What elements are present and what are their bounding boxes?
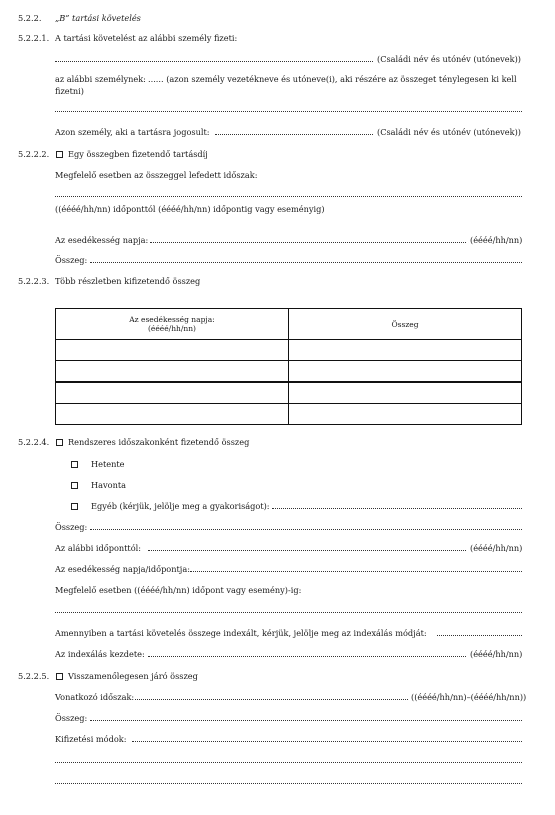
recipient-text: ...... (azon személy vezetékneve és utóneve(i), aki részére az összeget ténylegesen ki kell: [148, 74, 517, 84]
retroactive-checkbox[interactable]: [56, 673, 63, 680]
period-hint-row: [0, 203, 555, 215]
section-522-heading: [0, 12, 555, 24]
section-number: 5.2.2.5.: [18, 671, 50, 681]
recipient-row-2: [0, 85, 555, 97]
until-label: Megfelelő esetben ((éééé/hh/nn) időpont vagy esemény)-ig:: [55, 585, 302, 595]
table-header-row: [56, 309, 522, 340]
retroactive-title: Visszamenőlegesen járó összeg: [68, 671, 198, 681]
monthly-checkbox[interactable]: [71, 482, 78, 489]
installments-table: [55, 308, 522, 425]
section-number: 5.2.2.3.: [18, 276, 50, 286]
periodic-due-field[interactable]: [190, 571, 522, 572]
from-date-hint: (éééé/hh/nn): [470, 543, 523, 553]
table-row: [56, 340, 522, 361]
section-5222-heading: [0, 148, 555, 160]
other-frequency-row: [0, 500, 555, 512]
section-number: 5.2.2.4.: [18, 437, 50, 447]
payer-question: A tartási követelést az alábbi személy fizeti:: [55, 33, 238, 43]
periodic-amount-label: Összeg:: [55, 522, 88, 532]
due-date-label: Az esedékesség napja:: [55, 235, 149, 245]
lump-sum-checkbox[interactable]: [56, 151, 63, 158]
table-cell[interactable]: [289, 361, 522, 383]
other-frequency-label: Egyéb (kérjük, jelölje meg a gyakoriságot):: [91, 501, 270, 511]
column-header-line-1: Az esedékesség napja:: [129, 315, 215, 324]
installments-title: Több részletben kifizetendő összeg: [55, 276, 201, 286]
indexation-start-row: [0, 648, 555, 660]
retroactive-period-label: Vonatkozó időszak:: [55, 692, 135, 702]
indexation-start-field[interactable]: [148, 656, 466, 657]
indexation-start-label: Az indexálás kezdete:: [55, 649, 145, 659]
table-cell[interactable]: [56, 404, 289, 425]
indexation-start-hint: (éééé/hh/nn): [470, 649, 523, 659]
table-cell[interactable]: [289, 404, 522, 425]
section-number: 5.2.2.2.: [18, 149, 50, 159]
lump-sum-title: Egy összegben fizetendő tartásdíj: [68, 149, 208, 159]
payer-name-field[interactable]: [55, 61, 373, 62]
table-cell[interactable]: [56, 340, 289, 361]
payment-method-field[interactable]: [132, 741, 522, 742]
indexation-field[interactable]: [437, 635, 522, 636]
periodic-due-row: [0, 563, 555, 575]
period-label: Megfelelő esetben az összeggel lefedett időszak:: [55, 170, 258, 180]
period-field[interactable]: [55, 196, 522, 197]
recipient-name-field[interactable]: [55, 111, 522, 112]
recipient-label: az alábbi személynek:: [55, 74, 146, 84]
retroactive-amount-field[interactable]: [90, 720, 522, 721]
periodic-checkbox[interactable]: [56, 439, 63, 446]
table-cell[interactable]: [56, 382, 289, 404]
until-field[interactable]: [55, 612, 522, 613]
retroactive-period-field[interactable]: [135, 699, 408, 700]
periodic-amount-field[interactable]: [90, 529, 522, 530]
payment-method-label: Kifizetési módok:: [55, 734, 127, 744]
entitled-row: [0, 126, 555, 138]
recipient-field-row: [0, 103, 555, 115]
section-title: „B” tartási követelés: [55, 13, 141, 23]
payer-name-row: [0, 53, 555, 65]
due-date-field[interactable]: [150, 242, 466, 243]
section-5221-heading: [0, 32, 555, 44]
column-header-line-2: (éééé/hh/nn): [148, 324, 196, 333]
amount-field[interactable]: [90, 262, 522, 263]
retroactive-amount-row: [0, 712, 555, 724]
retroactive-period-hint: ((éééé/hh/nn)–(éééé/hh/nn)): [411, 692, 527, 702]
due-date-column-header: [56, 309, 289, 340]
payment-method-field-3[interactable]: [55, 783, 522, 784]
table-cell[interactable]: [289, 340, 522, 361]
payment-method-row-2: [0, 754, 555, 766]
recipient-row: [0, 73, 555, 85]
retroactive-period-row: [0, 691, 555, 703]
indexation-label: Amennyiben a tartási követelés összege indexált, kérjük, jelölje meg az indexálás módját:: [55, 628, 427, 638]
due-date-hint: (éééé/hh/nn): [470, 235, 523, 245]
period-label-row: [0, 169, 555, 181]
monthly-label: Havonta: [91, 480, 127, 490]
until-field-row: [0, 604, 555, 616]
entitled-hint: (Családi név és utónév (utónevek)): [377, 127, 521, 137]
table-row: [56, 404, 522, 425]
due-date-row: [0, 234, 555, 246]
table-cell[interactable]: [289, 382, 522, 404]
amount-label: Összeg:: [55, 255, 88, 265]
entitled-name-field[interactable]: [215, 134, 373, 135]
from-date-label: Az alábbi időponttól:: [55, 543, 142, 553]
weekly-row: [0, 458, 555, 470]
table-row: [56, 382, 522, 404]
amount-column-header: Összeg: [289, 309, 522, 340]
payer-name-hint: (Családi név és utónév (utónevek)): [377, 54, 521, 64]
from-date-field[interactable]: [148, 550, 466, 551]
retroactive-amount-label: Összeg:: [55, 713, 88, 723]
weekly-checkbox[interactable]: [71, 461, 78, 468]
periodic-due-label: Az esedékesség napja/időpontja:: [55, 564, 190, 574]
indexation-row: [0, 627, 555, 639]
payment-method-row-3: [0, 775, 555, 787]
entitled-label: Azon személy, aki a tartásra jogosult:: [55, 127, 210, 137]
payment-method-row: [0, 733, 555, 745]
periodic-title: Rendszeres időszakonként fizetendő összeg: [68, 437, 250, 447]
amount-row: [0, 254, 555, 266]
section-number: 5.2.2.1.: [18, 33, 50, 43]
section-number: 5.2.2.: [18, 13, 42, 23]
other-frequency-field[interactable]: [272, 508, 522, 509]
table-row: [56, 361, 522, 383]
period-field-row: [0, 188, 555, 200]
section-5225-heading: [0, 670, 555, 682]
period-hint: ((éééé/hh/nn) időponttól (éééé/hh/nn) időpontig vagy eseményig): [55, 204, 325, 214]
weekly-label: Hetente: [91, 459, 125, 469]
monthly-row: [0, 479, 555, 491]
until-row: [0, 584, 555, 596]
section-5224-heading: [0, 436, 555, 448]
from-date-row: [0, 542, 555, 554]
table-cell[interactable]: [56, 361, 289, 383]
other-frequency-checkbox[interactable]: [71, 503, 78, 510]
periodic-amount-row: [0, 521, 555, 533]
payment-method-field-2[interactable]: [55, 762, 522, 763]
recipient-text-2: fizetni): [55, 86, 84, 96]
section-5223-heading: [0, 275, 555, 287]
